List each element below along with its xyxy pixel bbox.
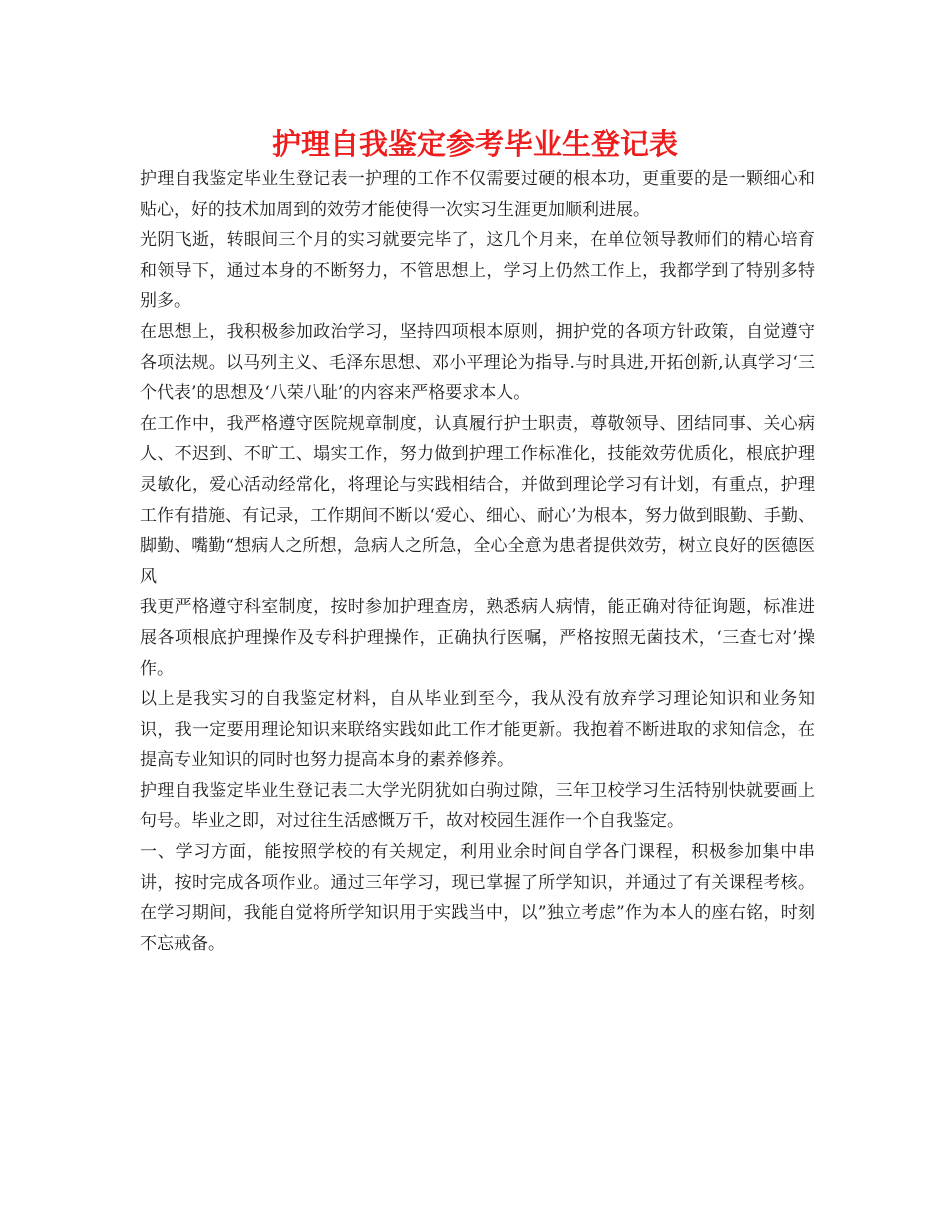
paragraph: 护理自我鉴定毕业生登记表二大学光阴犹如白驹过隙，三年卫校学习生活特别快就要画上句号。毕业之即，对过往生活感慨万千，故对校园生涯作一个自我鉴定。 — [140, 780, 815, 832]
paragraph: 光阴飞逝，转眼间三个月的实习就要完毕了，这几个月来，在单位领导教师们的精心培育和领导下，通过本身的不断努力，不管思想上，学习上仍然工作上，我都学到了特别多特别多。 — [140, 230, 815, 312]
paragraph: 在工作中，我严格遵守医院规章制度，认真履行护士职责，尊敬领导、团结同事、关心病人、不迟到、不旷工、塌实工作，努力做到护理工作标准化，技能效劳优质化，根底护理灵敏化，爱心活动经常化，将理论与实践相结合，并做到理论学习有计划，有重点，护理工作有措施、有记录，工作期间不断以‘爱心、细心、耐心’为根本，努力做到眼勤、手勤、脚勤、嘴勤“想病人之所想，急病人之所急，全心全意为患者提供效劳，树立良好的医德医风 — [140, 413, 815, 587]
paragraph: 以上是我实习的自我鉴定材料，自从毕业到至今，我从没有放弃学习理论知识和业务知识，我一定要用理论知识来联络实践如此工作才能更新。我抱着不断进取的求知信念，在提高专业知识的同时也努力提高本身的素养修养。 — [140, 689, 815, 771]
document-title: 护理自我鉴定参考毕业生登记表 — [271, 127, 678, 161]
paragraph: 一、学习方面，能按照学校的有关规定，利用业余时间自学各门课程，积极参加集中串讲，按时完成各项作业。通过三年学习，现已掌握了所学知识，并通过了有关课程考核。在学习期间，我能自觉将所学知识用于实践当中，以”独立考虑”作为本人的座右铭，时刻不忘戒备。 — [140, 842, 815, 954]
document-body — [140, 164, 815, 959]
paragraph: 我更严格遵守科室制度，按时参加护理查房，熟悉病人病情，能正确对待征询题，标准进展各项根底护理操作及专科护理操作，正确执行医嘱，严格按照无菌技术，‘三查七对’操作。 — [140, 597, 815, 679]
paragraph: 在思想上，我积极参加政治学习，坚持四项根本原则，拥护党的各项方针政策，自觉遵守各项法规。以马列主义、毛泽东思想、邓小平理论为指导.与时具进,开拓创新,认真学习‘三个代表’的思想及‘八荣八耻’的内容来严格要求本人。 — [140, 321, 815, 404]
paragraph: 护理自我鉴定毕业生登记表一护理的工作不仅需要过硬的根本功，更重要的是一颗细心和贴心，好的技术加周到的效劳才能使得一次实习生涯更加顺利进展。 — [140, 169, 815, 220]
